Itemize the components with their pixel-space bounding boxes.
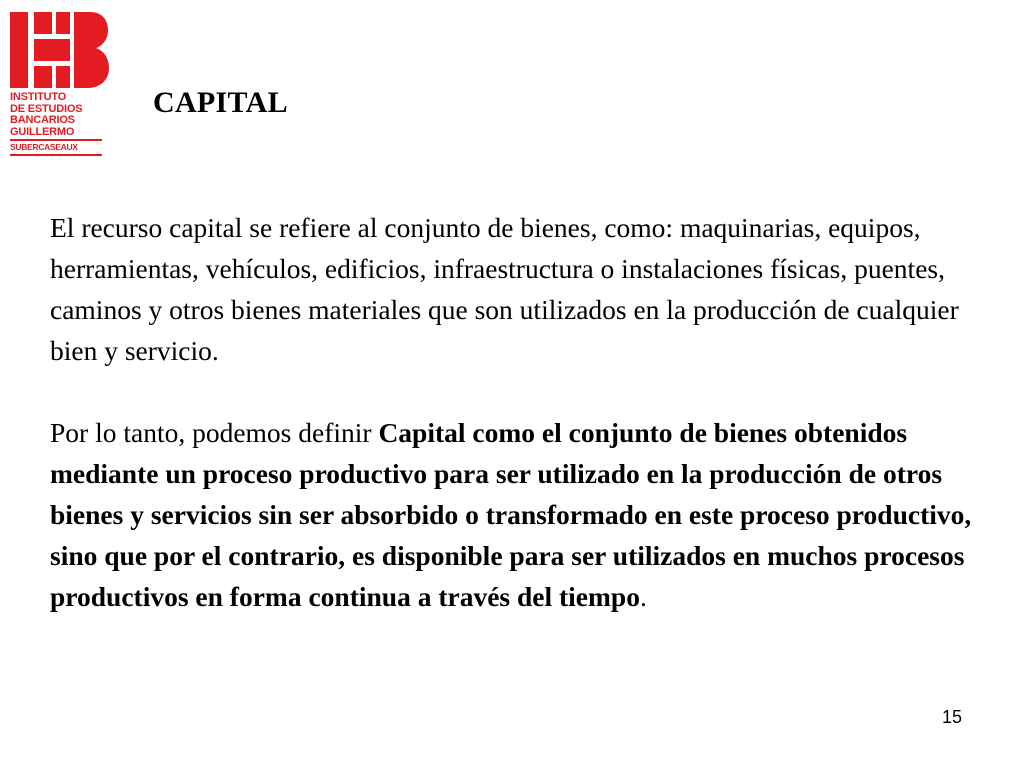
conclusion-end: . (639, 581, 647, 612)
paragraph-definition: El recurso capital se refiere al conjunto de bienes, como: maquinarias, equipos, herramientas, vehículos, edificios, infraestructura o instalaciones físicas, puentes, caminos y otros bienes materiales que son utilizados en la producción de cualquier bien y servicio. (50, 212, 959, 366)
logo-line-2: DE ESTUDIOS (10, 102, 83, 115)
page-number: 15 (941, 707, 962, 727)
institution-logo (10, 12, 118, 157)
ieb-logo-mark (10, 12, 110, 88)
logo-line-5: SUBERCASEAUX (10, 141, 78, 152)
slide-title: CAPITAL (153, 86, 288, 119)
logo-divider-bottom (10, 154, 102, 156)
slide-body (50, 207, 1010, 617)
logo-line-3: BANCARIOS (10, 114, 75, 126)
logo-wordmark (10, 92, 118, 156)
logo-divider (10, 139, 102, 141)
conclusion-lead: Por lo tanto, podemos definir (50, 417, 379, 448)
paragraph-conclusion (50, 412, 1010, 617)
conclusion-bold-definition: Capital como el conjunto de bienes obtenidos mediante un proceso productivo para ser utilizado en la producción de otros bienes y servicios sin ser absorbido o transformado en este proceso productivo, sino que por el contrario, es disponible para ser utilizados en muchos procesos productivos en forma continua a través del tiempo (50, 417, 972, 612)
logo-line-1: INSTITUTO (10, 91, 67, 103)
logo-line-4: GUILLERMO (10, 125, 75, 138)
